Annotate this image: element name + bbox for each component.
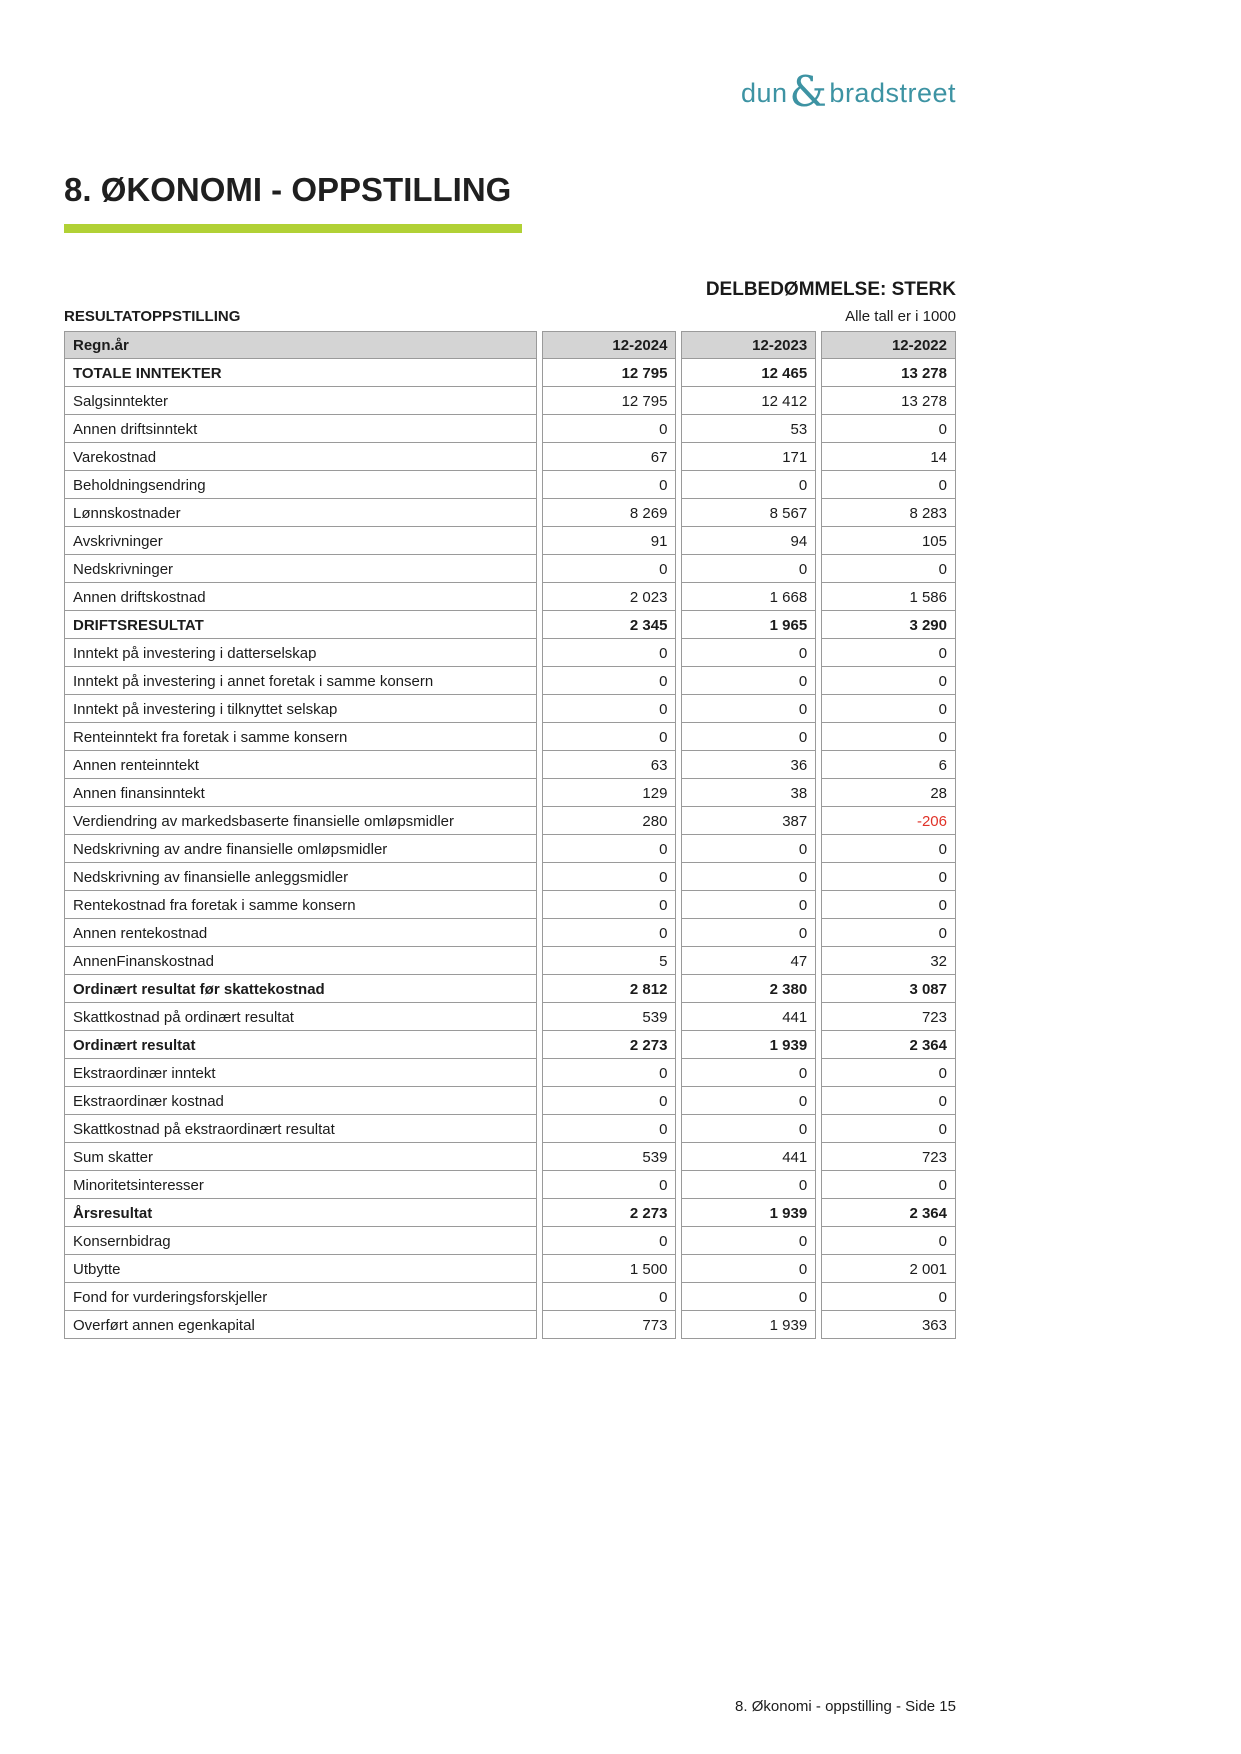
row-label: Fond for vurderingsforskjeller [64,1283,537,1311]
table-row [64,1003,956,1031]
row-value: 12 412 [681,387,816,415]
row-value: 0 [542,695,677,723]
row-value: 0 [681,891,816,919]
row-label: Verdiendring av markedsbaserte finansielle omløpsmidler [64,807,537,835]
row-value: 36 [681,751,816,779]
row-label: Ordinært resultat [64,1031,537,1059]
row-value: 1 965 [681,611,816,639]
row-label: Lønnskostnader [64,499,537,527]
logo-text-bradstreet: bradstreet [829,78,956,108]
table-row [64,499,956,527]
table-row [64,891,956,919]
row-value: 14 [821,443,956,471]
table-row [64,1311,956,1339]
row-value: 0 [681,1171,816,1199]
table-row [64,1087,956,1115]
table-row [64,443,956,471]
row-value: 8 283 [821,499,956,527]
row-value: 0 [821,919,956,947]
table-row [64,1199,956,1227]
row-value: 387 [681,807,816,835]
header-col-2022: 12-2022 [821,331,956,359]
row-value: 0 [821,695,956,723]
row-value: 63 [542,751,677,779]
row-value: 0 [681,863,816,891]
header-col-2023: 12-2023 [681,331,816,359]
logo-text-dun: dun [740,78,788,108]
row-label: Annen driftskostnad [64,583,537,611]
row-value: 3 290 [821,611,956,639]
result-table [59,331,961,1339]
row-value: 5 [542,947,677,975]
row-value: 0 [821,891,956,919]
row-label: Årsresultat [64,1199,537,1227]
table-row [64,359,956,387]
page-footer: 8. Økonomi - oppstilling - Side 15 [735,1698,956,1715]
row-value: 1 586 [821,583,956,611]
ampersand-icon: & [789,67,828,116]
row-value: 0 [821,1227,956,1255]
page-title: 8. ØKONOMI - OPPSTILLING [64,171,512,208]
row-value: 6 [821,751,956,779]
row-label: Inntekt på investering i annet foretak i samme konsern [64,667,537,695]
row-label: Annen driftsinntekt [64,415,537,443]
row-label: Ordinært resultat før skattekostnad [64,975,537,1003]
row-label: TOTALE INNTEKTER [64,359,537,387]
row-value: 0 [681,1087,816,1115]
row-label: Nedskrivning av andre finansielle omløpsmidler [64,835,537,863]
row-label: Konsernbidrag [64,1227,537,1255]
assessment-label: DELBEDØMMELSE: STERK [705,279,956,300]
row-value: 2 345 [542,611,677,639]
row-value: 3 087 [821,975,956,1003]
row-label: Nedskrivning av finansielle anleggsmidler [64,863,537,891]
row-value: 0 [821,863,956,891]
row-label: Sum skatter [64,1143,537,1171]
row-label: Skattkostnad på ekstraordinært resultat [64,1115,537,1143]
row-label: Overført annen egenkapital [64,1311,537,1339]
row-label: Annen finansinntekt [64,779,537,807]
row-value: 28 [821,779,956,807]
row-value: 0 [821,1115,956,1143]
row-label: Beholdningsendring [64,471,537,499]
row-value: 13 278 [821,359,956,387]
row-value: 0 [542,863,677,891]
row-value: 2 380 [681,975,816,1003]
row-value: 0 [542,891,677,919]
row-value: 0 [681,667,816,695]
row-value: 2 023 [542,583,677,611]
table-row [64,667,956,695]
row-value: 0 [681,835,816,863]
row-value: 12 795 [542,387,677,415]
page-content [64,0,956,1339]
row-label: Inntekt på investering i datterselskap [64,639,537,667]
row-value: 539 [542,1003,677,1031]
header-regnar: Regn.år [64,331,537,359]
row-value: 0 [681,919,816,947]
table-row [64,555,956,583]
table-row [64,471,956,499]
row-value: 2 812 [542,975,677,1003]
row-value: 723 [821,1143,956,1171]
row-value: 0 [542,835,677,863]
row-label: Minoritetsinteresser [64,1171,537,1199]
row-label: Ekstraordinær kostnad [64,1087,537,1115]
row-value: 0 [821,1087,956,1115]
row-value: 171 [681,443,816,471]
row-value: 2 364 [821,1031,956,1059]
row-value: 0 [542,1059,677,1087]
table-row [64,751,956,779]
row-value: 0 [542,919,677,947]
table-header-row [64,331,956,359]
row-value: 0 [542,471,677,499]
row-value: 2 364 [821,1199,956,1227]
row-value: 94 [681,527,816,555]
row-label: DRIFTSRESULTAT [64,611,537,639]
row-value: 1 939 [681,1199,816,1227]
row-value: 47 [681,947,816,975]
row-label: AnnenFinanskostnad [64,947,537,975]
row-value: 773 [542,1311,677,1339]
row-value: -206 [821,807,956,835]
row-value: 0 [821,471,956,499]
row-value: 0 [542,1171,677,1199]
table-row [64,1059,956,1087]
row-value: 0 [681,723,816,751]
table-row [64,835,956,863]
row-value: 0 [681,555,816,583]
table-row [64,1115,956,1143]
row-label: Ekstraordinær inntekt [64,1059,537,1087]
row-value: 0 [681,1115,816,1143]
row-value: 129 [542,779,677,807]
accent-underline [64,224,522,233]
result-table-body [64,359,956,1339]
row-value: 0 [542,1283,677,1311]
row-value: 12 795 [542,359,677,387]
table-row [64,1255,956,1283]
row-value: 0 [542,1115,677,1143]
row-label: Inntekt på investering i tilknyttet selskap [64,695,537,723]
row-value: 0 [821,835,956,863]
row-label: Annen renteinntekt [64,751,537,779]
row-value: 8 567 [681,499,816,527]
row-value: 13 278 [821,387,956,415]
row-value: 1 939 [681,1031,816,1059]
row-value: 539 [542,1143,677,1171]
row-value: 67 [542,443,677,471]
table-row [64,975,956,1003]
row-value: 0 [542,1227,677,1255]
row-value: 2 273 [542,1031,677,1059]
row-value: 91 [542,527,677,555]
table-title: RESULTATOPPSTILLING [64,308,241,325]
row-value: 0 [681,639,816,667]
table-row [64,695,956,723]
row-label: Avskrivninger [64,527,537,555]
row-value: 0 [542,723,677,751]
row-value: 0 [542,415,677,443]
row-value: 8 269 [542,499,677,527]
row-value: 0 [542,1087,677,1115]
row-value: 53 [681,415,816,443]
row-value: 0 [542,639,677,667]
table-row [64,1031,956,1059]
dun-bradstreet-logo [64,67,956,116]
row-label: Renteinntekt fra foretak i samme konsern [64,723,537,751]
table-row [64,639,956,667]
row-value: 0 [821,667,956,695]
table-row [64,1143,956,1171]
row-value: 723 [821,1003,956,1031]
header-col-2024: 12-2024 [542,331,677,359]
row-value: 2 273 [542,1199,677,1227]
row-label: Rentekostnad fra foretak i samme konsern [64,891,537,919]
row-label: Nedskrivninger [64,555,537,583]
table-row [64,1283,956,1311]
table-row [64,583,956,611]
row-value: 38 [681,779,816,807]
row-value: 0 [681,1059,816,1087]
row-value: 0 [821,555,956,583]
row-value: 1 500 [542,1255,677,1283]
row-value: 0 [681,1255,816,1283]
row-value: 0 [821,1059,956,1087]
row-value: 2 001 [821,1255,956,1283]
row-value: 363 [821,1311,956,1339]
row-value: 0 [542,667,677,695]
table-row [64,723,956,751]
table-row [64,415,956,443]
table-row [64,947,956,975]
row-value: 0 [821,723,956,751]
table-row [64,1227,956,1255]
row-label: Annen rentekostnad [64,919,537,947]
units-note: Alle tall er i 1000 [845,308,956,325]
table-meta-row [64,308,956,325]
table-row [64,527,956,555]
row-label: Skattkostnad på ordinært resultat [64,1003,537,1031]
row-value: 0 [681,695,816,723]
table-row [64,611,956,639]
row-value: 105 [821,527,956,555]
row-label: Salgsinntekter [64,387,537,415]
row-value: 280 [542,807,677,835]
table-row [64,779,956,807]
assessment-row [64,279,956,301]
row-value: 1 668 [681,583,816,611]
table-row [64,1171,956,1199]
row-value: 12 465 [681,359,816,387]
row-value: 1 939 [681,1311,816,1339]
row-label: Utbytte [64,1255,537,1283]
row-value: 0 [821,1171,956,1199]
table-row [64,919,956,947]
table-row [64,387,956,415]
table-row [64,807,956,835]
row-value: 32 [821,947,956,975]
row-value: 0 [681,471,816,499]
row-value: 441 [681,1003,816,1031]
row-value: 0 [821,1283,956,1311]
row-value: 0 [821,415,956,443]
row-value: 0 [681,1227,816,1255]
row-value: 0 [542,555,677,583]
row-value: 441 [681,1143,816,1171]
row-label: Varekostnad [64,443,537,471]
row-value: 0 [681,1283,816,1311]
table-row [64,863,956,891]
row-value: 0 [821,639,956,667]
